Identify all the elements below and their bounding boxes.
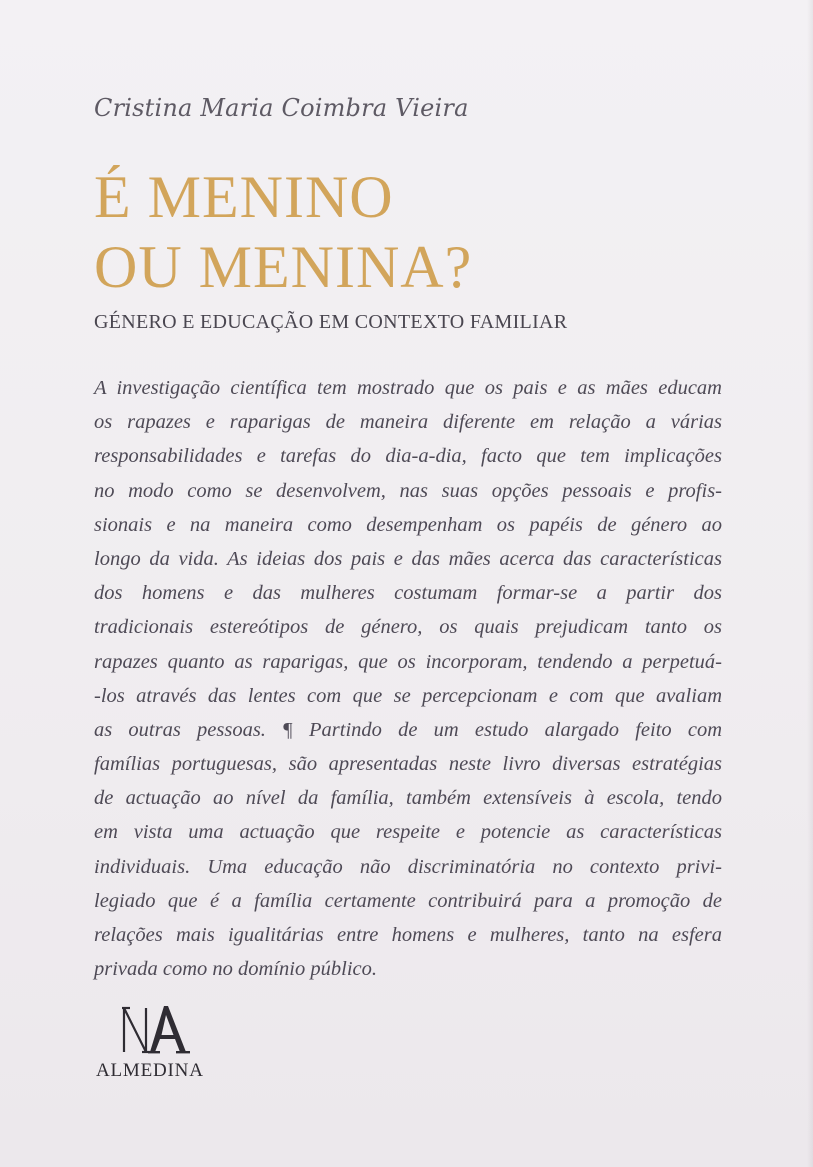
publisher-logo [96,1002,226,1092]
synopsis-text [94,371,722,986]
synopsis-line: em vista uma actuação que respeite e potencie as características [94,821,722,844]
synopsis-line: relações mais igualitárias entre homens e mulheres, tanto na esfera [94,924,722,946]
title-line-1: É MENINO [94,164,394,230]
synopsis-line: de actuação ao nível da família, também extensíveis à escola, tendo [94,787,722,810]
synopsis-line: tradicionais estereótipos de género, os quais prejudicam tanto os [94,616,722,639]
synopsis-line: -los através das lentes com que se percepcionam e com que avaliam [94,684,722,707]
synopsis-line: as outras pessoas. ¶ Partindo de um estudo alargado feito com [94,718,722,741]
cover-edge-shadow [807,0,813,1167]
synopsis-line: privada como no domínio público. [94,958,377,981]
synopsis-line: sionais e na maneira como desempenham os papéis de género ao [94,513,722,536]
synopsis-line: responsabilidades e tarefas do dia-a-dia, facto que tem implicações [94,445,722,468]
book-subtitle: GÉNERO E EDUCAÇÃO EM CONTEXTO FAMILIAR [94,311,568,333]
book-title [94,162,472,302]
synopsis-line: legiado que é a família certamente contribuirá para a promoção de [94,889,722,912]
synopsis-line: longo da vida. As ideias dos pais e das mães acerca das características [94,547,722,570]
synopsis-line: individuais. Uma educação não discriminatória no contexto privi- [94,855,722,878]
synopsis-line: famílias portuguesas, são apresentadas neste livro diversas estratégias [94,753,722,776]
synopsis-line: dos homens e das mulheres costumam formar-se a partir dos [94,582,722,605]
author-name: Cristina Maria Coimbra Vieira [94,94,469,122]
publisher-name: ALMEDINA [96,1060,204,1081]
title-line-2: OU MENINA? [94,234,473,300]
synopsis-line: rapazes quanto as raparigas, que os incorporam, tendendo a perpetuá- [94,650,722,673]
synopsis-line: os rapazes e raparigas de maneira diferente em relação a várias [94,411,722,434]
synopsis-line: no modo como se desenvolvem, nas suas opções pessoais e profis- [94,479,722,502]
synopsis-line: A investigação científica tem mostrado que os pais e as mães educam [94,377,722,399]
almedina-logo-icon [120,1002,200,1056]
